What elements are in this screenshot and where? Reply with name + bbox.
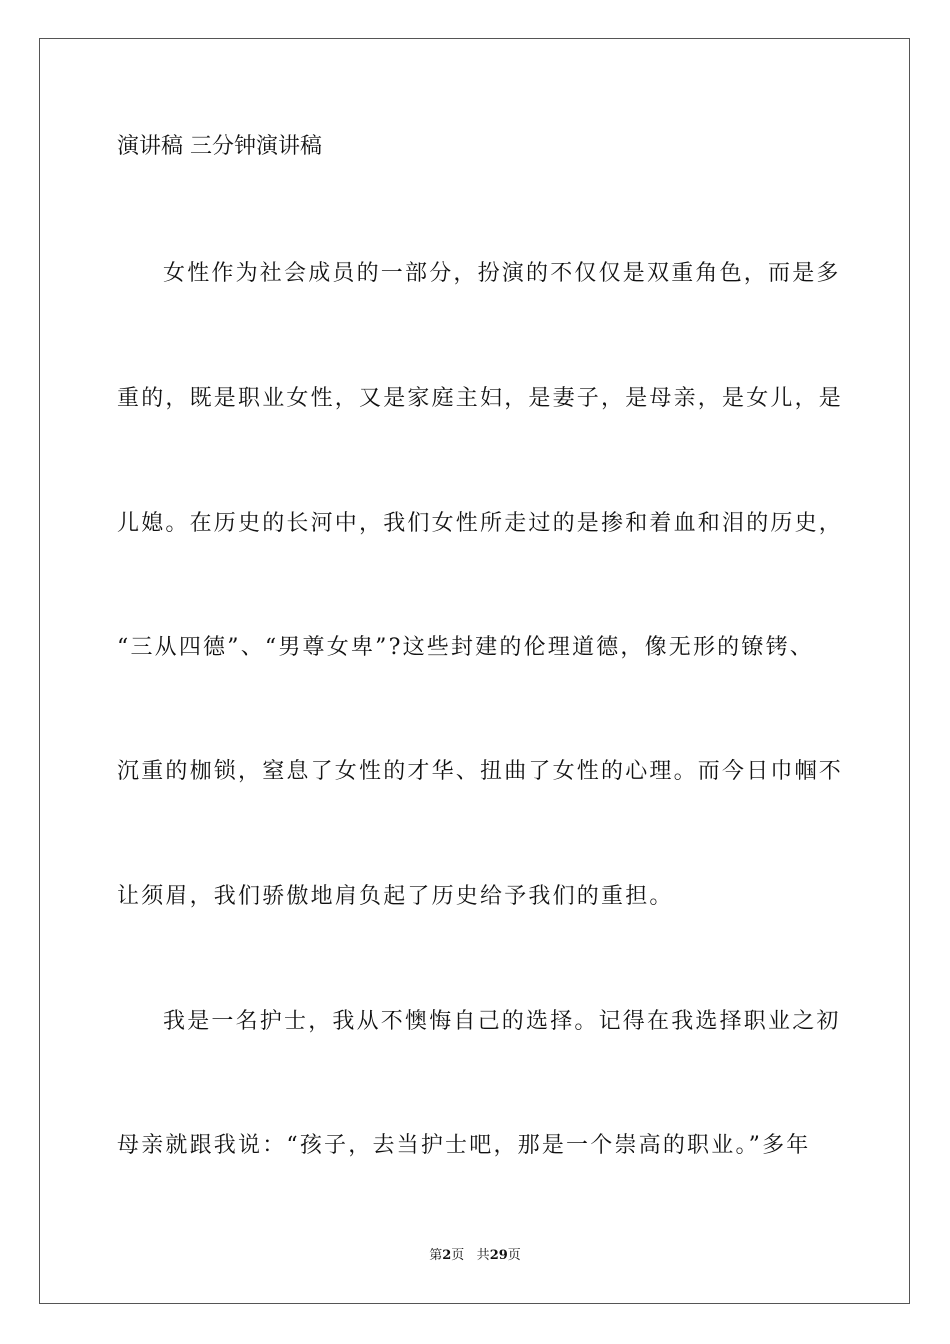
footer-page-prefix: 第 [429, 1248, 443, 1263]
body-line-1: 女性作为社会成员的一部分，扮演的不仅仅是双重角色，而是多 [163, 261, 841, 286]
body-line-5: 沉重的枷锁，窒息了女性的才华、扭曲了女性的心理。而今日巾帼不 [117, 759, 844, 784]
page-border [39, 38, 910, 1304]
body-line-2: 重的，既是职业女性，又是家庭主妇，是妻子，是母亲，是女儿，是 [117, 386, 844, 411]
body-line-7: 我是一名护士，我从不懊悔自己的选择。记得在我选择职业之初 [163, 1009, 841, 1034]
footer-page-current: 2 [442, 1248, 452, 1263]
footer-page-total: 29 [489, 1248, 508, 1263]
body-line-6: 让须眉，我们骄傲地肩负起了历史给予我们的重担。 [117, 884, 674, 909]
body-line-8: 母亲就跟我说：“孩子，去当护士吧，那是一个崇高的职业。”多年 [117, 1133, 811, 1158]
page-footer [0, 1247, 950, 1265]
body-line-4: “三从四德”、“男尊女卑”?这些封建的伦理道德，像无形的镣铐、 [117, 635, 814, 660]
footer-page-suffix: 页 [451, 1248, 465, 1263]
body-line-3: 儿媳。在历史的长河中，我们女性所走过的是掺和着血和泪的历史， [117, 511, 844, 536]
footer-total-suffix: 页 [507, 1248, 521, 1263]
document-header-title: 演讲稿 三分钟演讲稿 [117, 134, 322, 159]
footer-total-prefix: 共 [476, 1248, 490, 1263]
